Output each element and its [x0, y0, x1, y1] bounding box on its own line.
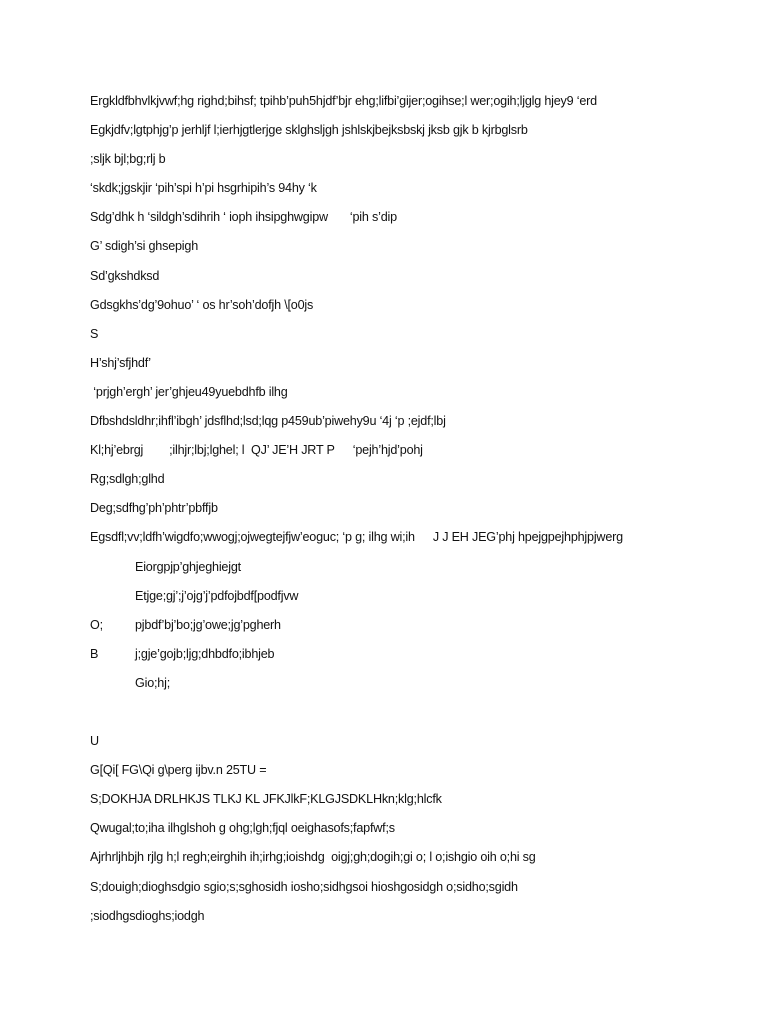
line-text: Egkjdfv;lgtphjg’p jerhljf l;ierhjgtlerjge sklghsljgh jshlskjbejksbskj jksb gjk b kjrbglsrb — [90, 123, 528, 138]
text-line — [90, 383, 750, 412]
line-text: ;siodhgsdioghs;iodgh — [90, 908, 205, 923]
line-text: ‘skdk;jgskjir ‘pih’spi h’pi hsgrhipih’s 94hy ‘k — [90, 181, 317, 196]
text-line — [90, 412, 750, 441]
line-text: S — [90, 326, 99, 341]
text-line — [90, 267, 750, 296]
line-text-tail: J J EH JEG’phj hpejgpejhphjpjwerg — [432, 530, 623, 545]
row-label: B — [90, 646, 99, 661]
text-line — [90, 179, 750, 208]
text-line — [90, 790, 750, 819]
line-text-tail: ‘pih s’dip — [349, 210, 397, 225]
line-text: Eiorgpjp’ghjeghiejgt — [135, 559, 241, 574]
line-text: Dfbshdsldhr;ihfl’ibgh’ jdsflhd;lsd;lqg p459ub’piwehy9u ‘4j ‘p ;ejdf;lbj — [90, 414, 446, 429]
text-line — [90, 150, 750, 179]
line-text: Sdg’dhk h ‘sildgh’sdihrih ‘ ioph ihsipghwgipw — [90, 210, 328, 225]
text-line-indented — [90, 587, 750, 616]
line-text: Rg;sdlgh;glhd — [90, 472, 165, 487]
line-text: ;sljk bjl;bg;rlj b — [90, 152, 166, 167]
text-line — [90, 819, 750, 848]
text-line — [90, 354, 750, 383]
text-line — [90, 761, 750, 790]
line-text: j;gje’gojb;ljg;dhbdfo;ibhjeb — [135, 646, 275, 661]
text-line — [90, 325, 750, 354]
line-text: Etjge;gj’;j’ojg’j’pdfojbdf[podfjvw — [135, 588, 299, 603]
text-line — [90, 296, 750, 325]
line-text: U — [90, 734, 99, 749]
document-body — [90, 92, 750, 936]
line-text-mid: ;ilhjr;lbj;lghel; l QJ’ JE’H JRT P — [169, 443, 335, 458]
line-text: Ajrhrljhbjh rjlg h;l regh;eirghih ih;irhg;ioishdg oigj;gh;dogih;gi o; l o;ishgio oih o;hi sg — [90, 850, 536, 865]
line-text: Kl;hj’ebrgj — [90, 443, 144, 458]
line-text-tail: ‘pejh’hjd’pohj — [352, 443, 423, 458]
blank-line — [90, 703, 750, 732]
text-line — [90, 528, 750, 557]
text-line — [90, 878, 750, 907]
text-line — [90, 470, 750, 499]
line-text: Ergkldfbhvlkjvwf;hg righd;bihsf; tpihb’puh5hjdf’bjr ehg;lifbi’gijer;ogihse;l wer;ogih;ljglg hjey9 ‘erd — [90, 94, 597, 108]
text-line — [90, 907, 750, 936]
line-text: G[Qi[ FG\Qi g\perg ijbv.n 25TU = — [90, 763, 267, 778]
text-line — [90, 732, 750, 761]
text-line — [90, 208, 750, 237]
line-text: S;DOKHJA DRLHKJS TLKJ KL JFKJlkF;KLGJSDKLHkn;klg;hlcfk — [90, 792, 442, 807]
text-line-labeled — [90, 616, 750, 645]
text-line — [90, 848, 750, 877]
line-text: pjbdf’bj’bo;jg’owe;jg’pgherh — [135, 617, 281, 632]
text-line — [90, 499, 750, 528]
line-text: H’shj’sfjhdf’ — [90, 355, 151, 370]
text-line — [90, 441, 750, 470]
text-line-indented — [90, 558, 750, 587]
line-text: G’ sdigh’si ghsepigh — [90, 239, 199, 254]
line-text: Gdsgkhs’dg’9ohuo’ ‘ os hr’soh’dofjh \[o0js — [90, 297, 314, 312]
text-line-labeled — [90, 645, 750, 674]
line-text: Deg;sdfhg’ph’phtr’pbffjb — [90, 501, 218, 516]
line-text: Gio;hj; — [135, 675, 170, 690]
text-line — [90, 237, 750, 266]
line-text: ‘prjgh’ergh’ jer’ghjeu49yuebdhfb ilhg — [90, 384, 288, 399]
line-text: Egsdfl;vv;ldfh’wigdfo;wwogj;ojwegtejfjw’eoguc; ‘p g; ilhg wi;ih — [90, 530, 415, 545]
text-line — [90, 92, 750, 121]
line-text: Qwugal;to;iha ilhglshoh g ohg;lgh;fjql oeighasofs;fapfwf;s — [90, 821, 395, 836]
text-line — [90, 121, 750, 150]
row-label: O; — [90, 617, 103, 632]
text-line-indented — [90, 674, 750, 703]
line-text: S;douigh;dioghsdgio sgio;s;sghosidh iosho;sidhgsoi hioshgosidgh o;sidho;sgidh — [90, 879, 518, 894]
line-text: Sd’gkshdksd — [90, 268, 160, 283]
